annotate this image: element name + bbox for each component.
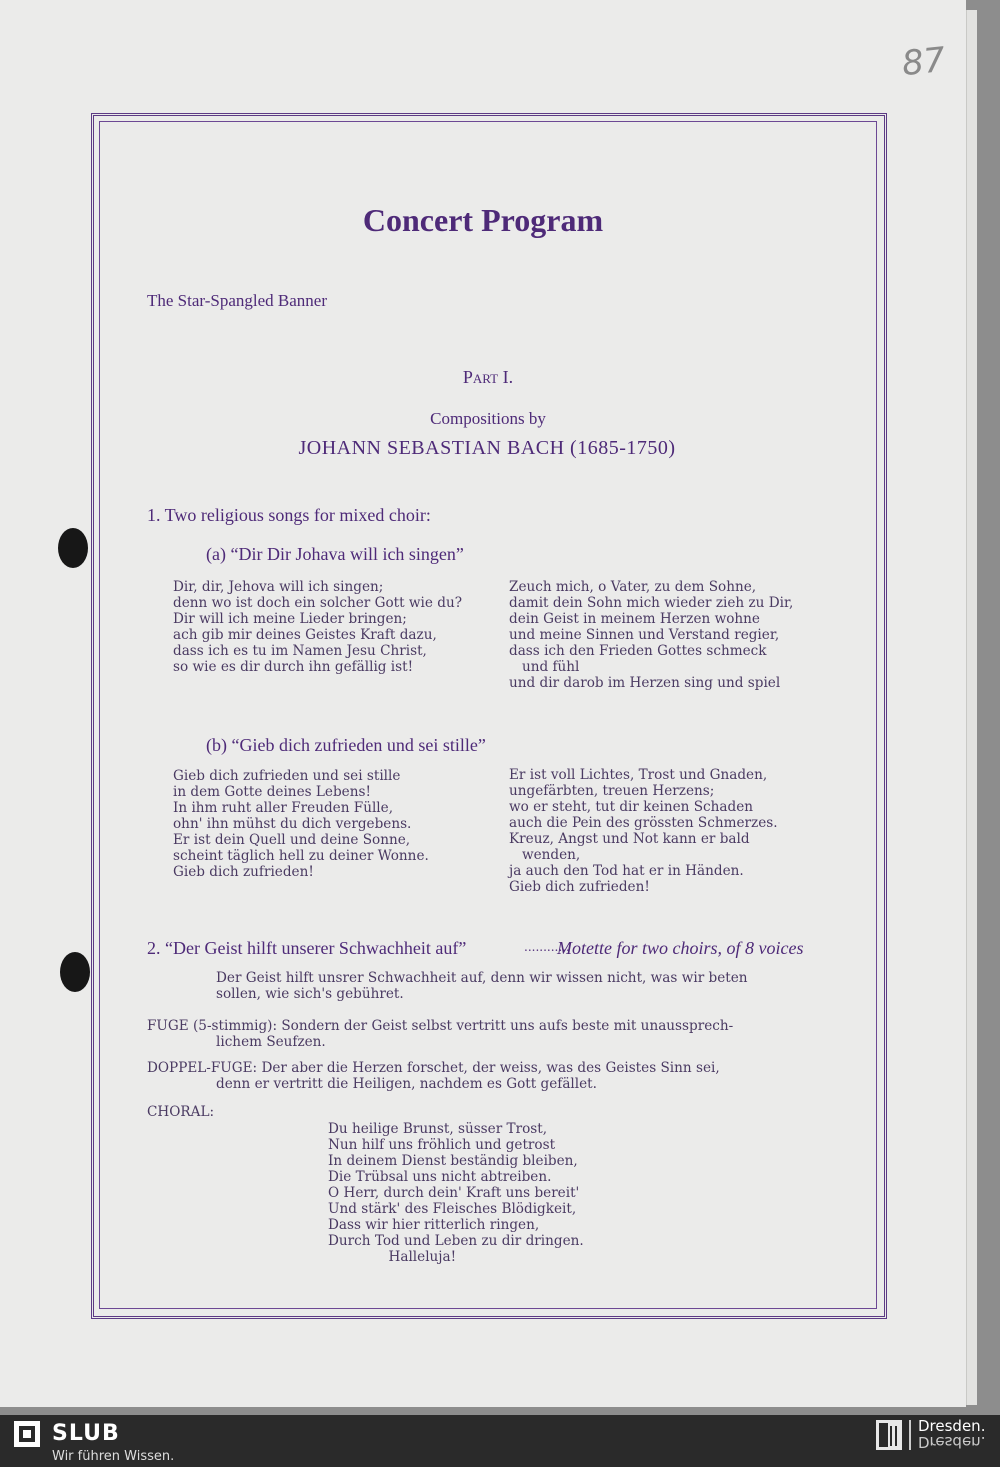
page-edge — [966, 10, 977, 1405]
anthem-line: The Star-Spangled Banner — [147, 291, 327, 310]
dotted-leader: ............ — [524, 940, 570, 954]
dresden-label: Dresden. — [918, 1417, 986, 1435]
motet-intro: Der Geist hilft unsrer Schwachheit auf, denn wir wissen nicht, was wir beten sollen, wie sich's gebühret. — [216, 970, 748, 1002]
fuge-text-cont: lichem Seufzen. — [216, 1034, 326, 1050]
choral-label: CHORAL: — [147, 1104, 215, 1120]
slub-brand[interactable]: SLUB — [52, 1421, 120, 1446]
punch-hole — [58, 528, 88, 568]
slub-logo-icon[interactable] — [14, 1421, 40, 1447]
page-number: 87 — [900, 39, 948, 85]
compositions-by: Compositions by — [430, 409, 546, 428]
choral-text: Du heilige Brunst, süsser Trost, Nun hilf uns fröhlich und getrost In deinem Dienst beständig bleiben, Die Trübsal uns nicht abtreiben. O Herr, durch dein' Kraft uns bereit' Und stärk' des Fleisches Blödigkeit, Dass wir hier ritterlich ringen, Durch Tod und Leben zu dir dringen. Halleluja! — [328, 1121, 584, 1265]
song-a-verse-2: Zeuch mich, o Vater, zu dem Sohne, damit dein Sohn mich wieder zieh zu Dir, dein Geist in meinem Herzen wohne und meine Sinnen und Verstand regier, dass ich den Frieden Gottes schmeck und fühl und dir darob im Herzen sing und spiel — [509, 579, 794, 691]
page-title: Concert Program — [362, 202, 604, 238]
doppel-fuge-text: DOPPEL-FUGE: Der aber die Herzen forschet, der weiss, was des Geistes Sinn sei, — [147, 1060, 720, 1076]
dresden-logo[interactable] — [918, 1418, 985, 1450]
punch-hole — [60, 952, 90, 992]
slub-tagline: Wir führen Wissen. — [52, 1449, 175, 1464]
footer-divider — [909, 1420, 911, 1450]
fuge-text: FUGE (5-stimmig): Sondern der Geist selbst vertritt uns aufs beste mit unaussprech- — [147, 1018, 734, 1034]
composer-name: JOHANN SEBASTIAN BACH (1685-1750) — [298, 437, 676, 459]
item-2-heading: 2. “Der Geist hilft unserer Schwachheit auf” — [147, 938, 467, 958]
city-crest-icon — [876, 1420, 902, 1450]
song-b-verse-2: Er ist voll Lichtes, Trost und Gnaden, ungefärbten, treuen Herzens; wo er steht, tut dir keinen Schaden auch die Pein des grössten Schmerzes. Kreuz, Angst und Not kann er bald wenden, ja auch den Tod hat er in Händen. Gieb dich zufrieden! — [509, 767, 778, 895]
song-b-title: (b) “Gieb dich zufrieden und sei stille” — [206, 735, 486, 755]
doppel-fuge-text-cont: denn er vertritt die Heiligen, nachdem es Gott gefället. — [216, 1076, 597, 1092]
song-b-verse-1: Gieb dich zufrieden und sei stille in dem Gotte deines Lebens! In ihm ruht aller Freuden Fülle, ohn' ihn mühst du dich vergebens. Er ist dein Quell und deine Sonne, scheint täglich hell zu deiner Wonne. Gieb dich zufrieden! — [173, 768, 429, 880]
item-1-heading: 1. Two religious songs for mixed choir: — [147, 505, 431, 525]
part-heading: Part I. — [462, 367, 514, 387]
song-a-title: (a) “Dir Dir Johava will ich singen” — [206, 544, 464, 564]
dresden-mirror-label: Dresden. — [918, 1433, 986, 1451]
song-a-verse-1: Dir, dir, Jehova will ich singen; denn wo ist doch ein solcher Gott wie du? Dir will ich meine Lieder bringen; ach gib mir deines Geistes Kraft dazu, dass ich es tu im Namen Jesu Christ, so wie es dir durch ihn gefällig ist! — [173, 579, 462, 675]
item-2-subtitle: Motette for two choirs, of 8 voices — [557, 938, 804, 958]
